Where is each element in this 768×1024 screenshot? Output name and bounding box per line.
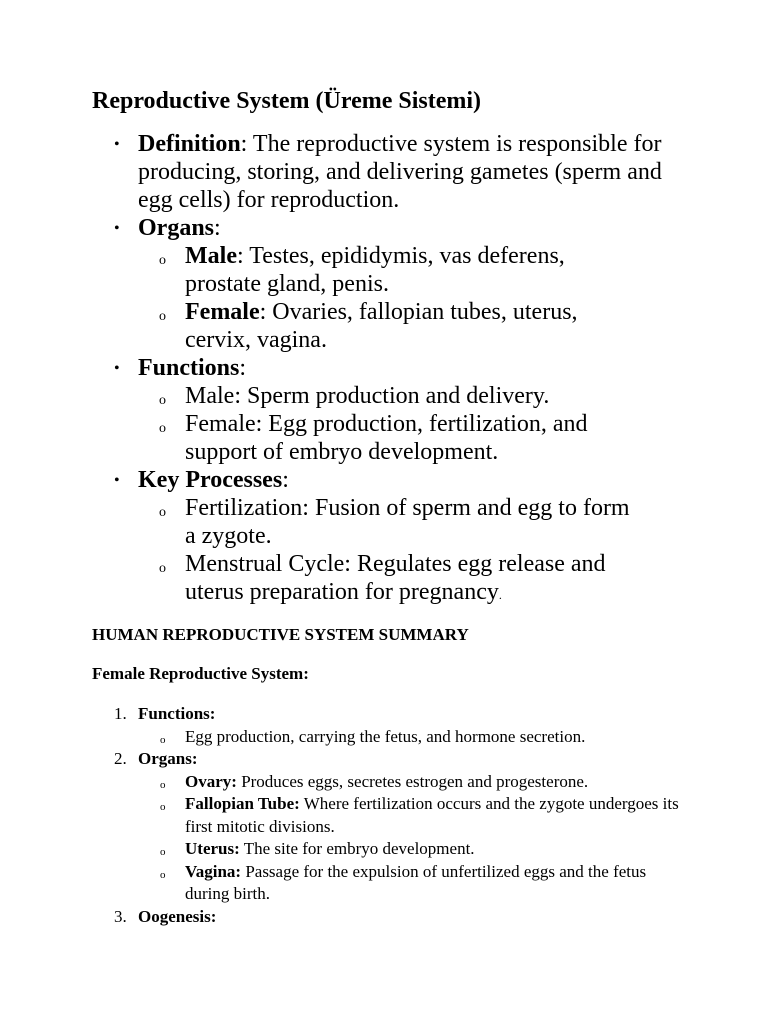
organs-female-item — [138, 298, 635, 354]
sub-bullet: o — [160, 846, 166, 858]
sub-bullet: o — [159, 253, 166, 268]
functions-male-text: Male: Sperm production and delivery. — [185, 383, 550, 409]
uterus-label: Uterus: — [185, 839, 240, 858]
ovary-label: Ovary: — [185, 771, 237, 791]
sub-bullet: o — [160, 733, 166, 746]
vagina-text: Passage for the expulsion of unfertilized eggs and the fetus during birth. — [185, 861, 647, 903]
summary-functions-item — [0, 703, 678, 748]
summary-organs-item — [0, 748, 678, 906]
summary-functions-label: Functions: — [138, 704, 216, 723]
summary-oogenesis-item — [0, 906, 678, 929]
fallopian-tube-label: Fallopian Tube: — [185, 794, 300, 813]
functions-item — [0, 354, 678, 466]
summary-organs-label: Organs: — [138, 749, 198, 768]
organs-colon: : — [214, 215, 221, 241]
functions-label: Functions — [138, 355, 240, 381]
functions-female-text: Female: Egg production, fertilization, and support of embryo development. — [185, 411, 588, 465]
fallopian-tube-item — [138, 793, 685, 838]
fertilization-item — [138, 494, 635, 550]
sub-bullet: o — [160, 868, 166, 881]
fertilization-text: Fertilization: Fusion of sperm and egg to form a zygote. — [185, 495, 630, 549]
female-text: : Ovaries, fallopian tubes, uterus, cervix, vagina. — [185, 299, 578, 353]
ovary-item — [138, 771, 685, 794]
functions-colon: : — [239, 355, 247, 381]
uterus-text: The site for embryo development. — [239, 839, 475, 858]
list-number: 1. — [114, 704, 127, 723]
overview-list — [0, 130, 768, 609]
female-label: Female — [185, 299, 260, 325]
organs-male-item — [138, 242, 635, 298]
sub-bullet: o — [160, 801, 166, 813]
list-number: 2. — [114, 749, 127, 768]
vagina-label: Vagina: — [185, 861, 242, 881]
summary-heading: HUMAN REPRODUCTIVE SYSTEM SUMMARY — [92, 625, 469, 644]
bullet: • — [114, 472, 120, 489]
ovary-text: Produces eggs, secretes estrogen and progesterone. — [236, 771, 589, 791]
bullet: • — [114, 360, 120, 377]
document-title: Reproductive System (Üreme Sistemi) — [92, 88, 482, 114]
definition-text: : The reproductive system is responsible for producing, storing, and delivering gametes (sperm and egg cells) for reproduction. — [138, 131, 662, 213]
sub-bullet: o — [160, 778, 166, 791]
male-label: Male — [185, 243, 237, 269]
functions-female-item — [138, 410, 635, 466]
functions-male-item — [138, 382, 635, 410]
functions-sublist — [138, 382, 678, 466]
vagina-item — [138, 861, 685, 906]
menstrual-cycle-text: Menstrual Cycle: Regulates egg release and uterus preparation for pregnancy — [185, 551, 606, 605]
summary-oogenesis-label: Oogenesis: — [138, 906, 217, 926]
uterus-item — [138, 838, 685, 861]
key-processes-item — [0, 466, 678, 609]
key-processes-label: Key Processes — [138, 467, 283, 493]
definition-item — [0, 130, 678, 214]
summary-functions-sublist — [138, 726, 678, 749]
summary-organs-sublist — [138, 771, 678, 906]
sub-bullet: o — [159, 505, 166, 520]
menstrual-cycle-item — [138, 550, 635, 609]
sub-bullet: o — [159, 309, 166, 324]
fallopian-tube-text: Where fertilization occurs and the zygote undergoes its first mitotic divisions. — [185, 794, 679, 836]
key-processes-sublist — [138, 494, 678, 609]
bullet: • — [114, 136, 120, 153]
summary-functions-text: Egg production, carrying the fetus, and hormone secretion. — [185, 726, 586, 746]
list-number: 3. — [114, 906, 127, 926]
organs-sublist — [138, 242, 678, 354]
sub-bullet: o — [159, 393, 166, 408]
definition-label: Definition — [138, 131, 241, 157]
bullet: • — [114, 220, 120, 237]
trailing-period: . — [498, 588, 502, 602]
summary-functions-detail — [138, 726, 685, 749]
female-system-heading: Female Reproductive System: — [92, 664, 309, 683]
key-processes-colon: : — [282, 467, 289, 493]
male-text: : Testes, epididymis, vas deferens, prostate gland, penis. — [185, 243, 565, 297]
sub-bullet: o — [159, 421, 166, 436]
sub-bullet: o — [159, 561, 166, 576]
organs-label: Organs — [138, 215, 215, 241]
summary-list — [0, 703, 768, 928]
organs-item — [0, 214, 678, 354]
